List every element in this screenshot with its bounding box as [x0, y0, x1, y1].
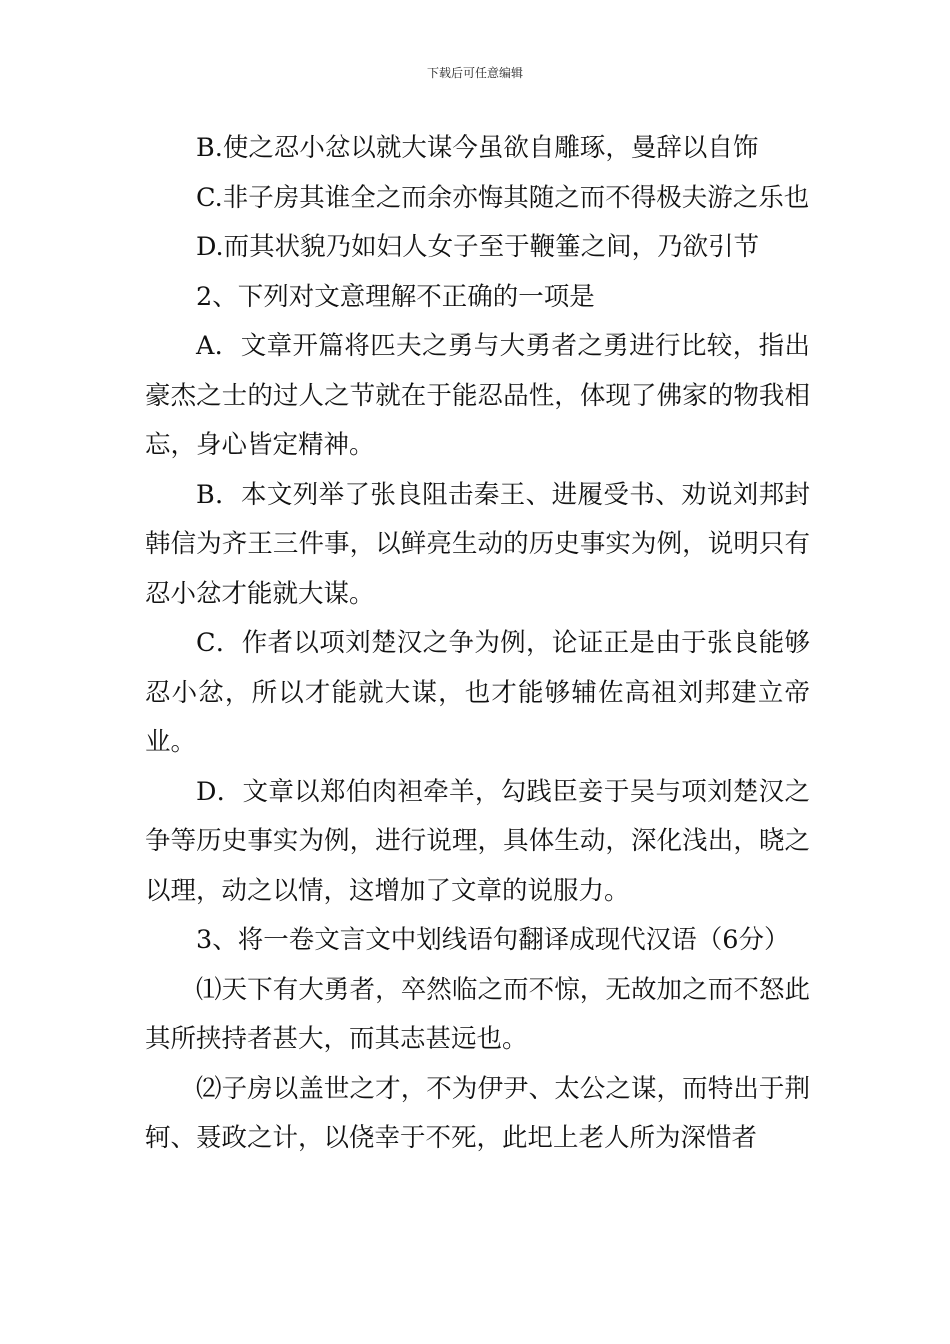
translation-item-1: ⑴天下有大勇者，卒然临之而不惊，无故加之而不怒此其所挟持者甚大，而其志甚远也。	[145, 974, 810, 1054]
option-b-sentence: B.使之忍小忿以就大谋今虽欲自雕琢，曼辞以自饰	[196, 133, 759, 163]
question-2-option-b: B．本文列举了张良阻击秦王、进履受书、劝说刘邦封韩信为齐王三件事，以鲜亮生动的历史事实为例，说明只有忍小忿才能就大谋。	[145, 479, 810, 609]
page-header-note: 下载后可任意编辑	[426, 66, 523, 80]
translation-item-2: ⑵子房以盖世之才，不为伊尹、太公之谋，而特出于荆轲、聂政之计，以侥幸于不死，此圯上老人所为深惜者	[145, 1073, 810, 1153]
question-2-option-d: D．文章以郑伯肉袒牵羊，勾践臣妾于吴与项刘楚汉之争等历史事实为例，进行说理，具体生动，深化浅出，晓之以理，动之以情，这增加了文章的说服力。	[145, 776, 810, 906]
document-body	[145, 124, 810, 1164]
option-c-sentence: C.非子房其谁全之而余亦悔其随之而不得极夫游之乐也	[196, 182, 810, 213]
question-2-title: 2、下列对文意理解不正确的一项是	[196, 281, 595, 312]
question-2-option-c: C．作者以项刘楚汉之争为例，论证正是由于张良能够忍小忿，所以才能就大谋，也才能够辅佐高祖刘邦建立帝业。	[145, 628, 810, 757]
option-d-sentence: D.而其状貌乃如妇人女子至于鞭箠之间，乃欲引节	[196, 232, 760, 262]
question-2-option-a: A．文章开篇将匹夫之勇与大勇者之勇进行比较，指出豪杰之士的过人之节就在于能忍品性，体现了佛家的物我相忘，身心皆定精神。	[145, 331, 810, 460]
question-3-title: 3、将一卷文言文中划线语句翻译成现代汉语（6分）	[196, 925, 790, 955]
